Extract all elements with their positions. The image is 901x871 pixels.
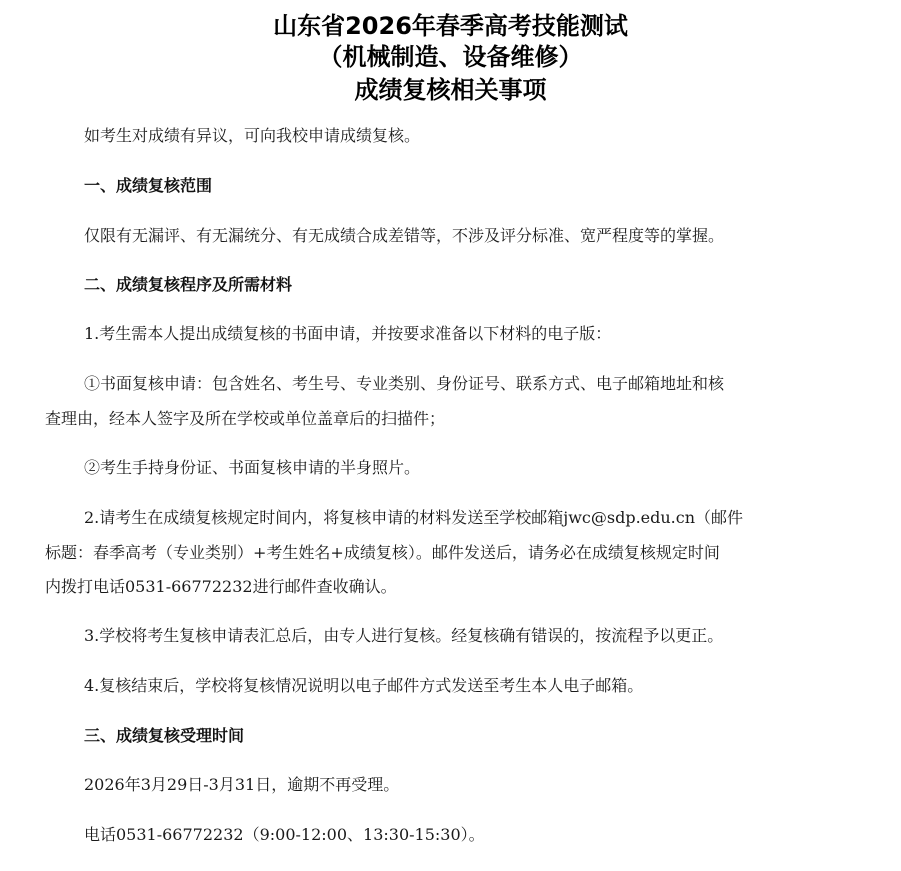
- title-line-1: 山东省2026年春季高考技能测试: [273, 12, 628, 40]
- section-1-text: 仅限有无漏评、有无漏统分、有无成绩合成差错等，不涉及评分标准、宽严程度等的掌握。: [84, 226, 725, 245]
- section-2-item-2-line-2: 标题：春季高考（专业类别）+考生姓名+成绩复核）。邮件发送后，请务必在成绩复核规定时间: [45, 543, 720, 562]
- section-3-heading: 三、成绩复核受理时间: [84, 726, 245, 745]
- section-2-item-1: 1.考生需本人提出成绩复核的书面申请，并按要求准备以下材料的电子版：: [84, 324, 612, 343]
- section-3-phone: 电话0531-66772232（9:00-12:00、13:30-15:30）。: [84, 825, 485, 844]
- section-2-item-4: 4.复核结束后，学校将复核情况说明以电子邮件方式发送至考生本人电子邮箱。: [84, 676, 644, 695]
- intro-paragraph: 如考生对成绩有异议，可向我校申请成绩复核。: [84, 126, 421, 145]
- section-3-dates: 2026年3月29日-3月31日，逾期不再受理。: [84, 775, 400, 794]
- title-line-3: 成绩复核相关事项: [354, 76, 547, 104]
- section-2-item-2-line-3: 内拨打电话0531-66772232进行邮件查收确认。: [45, 577, 397, 596]
- section-2-sub-2: ②考生手持身份证、书面复核申请的半身照片。: [84, 458, 421, 477]
- section-2-sub-1-line-1: ①书面复核申请：包含姓名、考生号、专业类别、身份证号、联系方式、电子邮箱地址和核: [84, 374, 725, 393]
- title-line-2: （机械制造、设备维修）: [318, 43, 583, 71]
- section-1-heading: 一、成绩复核范围: [84, 176, 213, 195]
- section-2-sub-1-line-2: 查理由，经本人签字及所在学校或单位盖章后的扫描件；: [45, 409, 446, 428]
- section-2-heading: 二、成绩复核程序及所需材料: [84, 275, 293, 294]
- section-2-item-2-line-1: 2.请考生在成绩复核规定时间内，将复核申请的材料发送至学校邮箱jwc@sdp.edu.cn（邮件: [84, 508, 744, 527]
- section-2-item-3: 3.学校将考生复核申请表汇总后，由专人进行复核。经复核确有错误的，按流程予以更正。: [84, 626, 724, 645]
